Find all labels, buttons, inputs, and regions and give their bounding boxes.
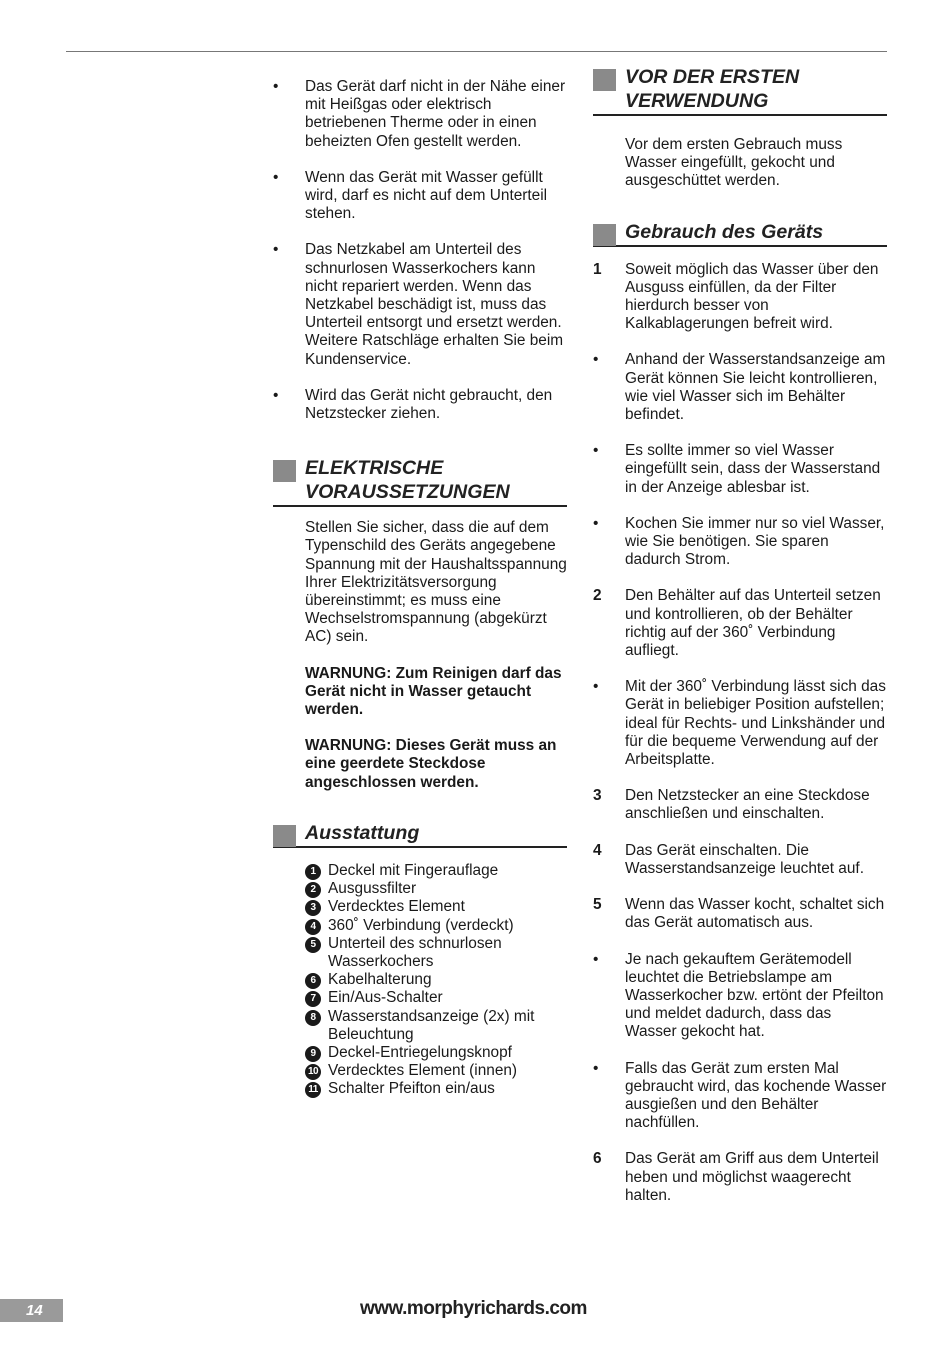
section-heading-vor-der-ersten [593,66,887,116]
section-title-line: VERWENDUNG [625,90,769,112]
list-item [593,678,887,769]
bullet-marker: • [593,514,599,532]
list-item-text: Das Gerät am Griff aus dem Unterteil heben und möglichst waagerecht halten. [625,1150,879,1204]
number-badge: 5 [305,937,321,953]
top-rule [66,51,887,52]
heading-marker-box [273,460,296,482]
feature-item [305,898,567,916]
bullet-marker: • [273,168,279,186]
page-number: 14 [0,1299,63,1322]
feature-text: Verdecktes Element (innen) [328,1062,518,1080]
list-item-text: Mit der 360˚ Verbindung lässt sich das Gerät in beliebiger Position aufstellen; ideal für Rechts- und Linkshänder und für die bequeme Verwendung auf der Arbeitsplatte. [625,678,886,769]
list-item [273,241,567,368]
bullet-marker: • [593,351,599,369]
section-heading-gebrauch [593,221,887,247]
step-number: 2 [593,587,602,605]
warning-cleaning: WARNUNG: Zum Reinigen darf das Gerät nicht in Wasser getaucht werden. [305,664,562,719]
feature-item [305,1044,567,1062]
list-item [593,1150,887,1205]
list-item [593,261,887,334]
number-badge: 7 [305,991,321,1007]
list-item-text: Den Netzstecker an eine Steckdose anschließen und einschalten. [625,787,870,823]
list-item [273,387,567,423]
list-item [273,169,567,224]
feature-text: Schalter Pfeifton ein/aus [328,1080,495,1098]
list-item [593,951,887,1042]
list-item [593,442,887,497]
feature-text: Kabelhalterung [328,971,432,989]
list-item-text: Wenn das Wasser kocht, schaltet sich das Gerät automatisch aus. [625,896,885,932]
section-title: Ausstattung [305,821,420,844]
number-badge: 8 [305,1010,321,1026]
electrical-requirements-text: Stellen Sie sicher, dass die auf dem Typenschild des Geräts angegebene Spannung mit der Haushaltsspannung Ihrer Elektrizitätsversorgung übereinstimmt; es muss eine Wechselstromspannung (abgekürzt AC) sein. [305,519,567,646]
feature-item [305,1062,567,1080]
list-item-text: Wenn das Gerät mit Wasser gefüllt wird, darf es nicht auf dem Unterteil stehen. [305,168,548,223]
heading-marker-box [273,825,296,847]
section-heading-elektrisch [273,457,567,507]
feature-text: Ausgussfilter [328,880,417,898]
number-badge: 9 [305,1046,321,1062]
section-title-line: ELEKTRISCHE [305,457,444,480]
feature-text: Deckel-Entriegelungsknopf [328,1043,512,1061]
bullet-marker: • [273,386,279,404]
list-item [593,515,887,570]
list-item-text: Soweit möglich das Wasser über den Ausguss einfüllen, da der Filter hierdurch besser von Kalkablagerungen befreit wird. [625,260,879,333]
section-heading-ausstattung [273,822,567,848]
feature-item [305,917,567,935]
first-use-text: Vor dem ersten Gebrauch muss Wasser eingefüllt, gekocht und ausgeschüttet werden. [625,136,843,190]
bullet-marker: • [273,241,279,259]
step-number: 1 [593,260,602,278]
bullet-marker: • [593,950,599,968]
bullet-marker: • [593,442,599,460]
feature-item [305,1080,567,1098]
feature-list [273,862,567,1099]
bullet-marker: • [273,78,279,95]
number-badge: 2 [305,882,321,898]
number-badge: 4 [305,919,321,935]
list-item-text: Anhand der Wasserstandsanzeige am Gerät können Sie leicht kontrollieren, wie viel Wasser sich im Behälter befindet. [625,351,886,424]
list-item-text: Das Netzkabel am Unterteil des schnurlosen Wasserkochers kann nicht repariert werden. Wenn das Netzkabel beschädigt ist, muss das Unterteil entsorgt und ersetzt werden. Weitere Ratschläge erhalten Sie beim Kundenservice. [305,241,564,368]
right-column [593,66,887,1223]
feature-text: Verdecktes Element [328,898,465,916]
number-badge: 11 [305,1082,321,1098]
list-item-text: Kochen Sie immer nur so viel Wasser, wie Sie benötigen. Sie sparen dadurch Strom. [625,514,885,569]
section-title: Gebrauch des Geräts [625,220,824,243]
heading-marker-box [593,69,616,91]
footer-website-link[interactable]: www.morphyrichards.com [360,1298,587,1319]
number-badge: 6 [305,973,321,989]
list-item [593,587,887,660]
feature-text: Unterteil des schnurlosen Wasserkochers [328,934,502,970]
feature-text: 360˚ Verbindung (verdeckt) [328,916,514,934]
bullet-marker: • [593,1059,599,1077]
list-item-text: Das Gerät einschalten. Die Wasserstandsanzeige leuchtet auf. [625,841,864,877]
section-title-line: VOR DER ERSTEN [625,66,800,88]
feature-item [305,1008,567,1044]
feature-text: Ein/Aus-Schalter [328,989,443,1007]
step-number: 3 [593,787,602,805]
feature-item [305,971,567,989]
list-item-text: Es sollte immer so viel Wasser eingefüllt sein, dass der Wasserstand in der Anzeige ablesbar ist. [625,442,881,496]
feature-item [305,880,567,898]
step-number: 4 [593,841,602,859]
section-title-line: VORAUSSETZUNGEN [305,481,510,504]
list-item [593,842,887,878]
step-number: 6 [593,1150,602,1168]
list-item [593,351,887,424]
list-item [593,787,887,823]
step-number: 5 [593,896,602,914]
number-badge: 1 [305,864,321,880]
list-item-text: Falls das Gerät zum ersten Mal gebraucht wird, das kochende Wasser ausgießen und den Behälter nachfüllen. [625,1059,887,1132]
list-item [273,78,567,151]
list-item [593,896,887,932]
feature-item [305,935,567,971]
list-item-text: Wird das Gerät nicht gebraucht, den Netzstecker ziehen. [305,386,553,423]
heading-marker-box [593,224,616,246]
list-item-text: Das Gerät darf nicht in der Nähe einer mit Heißgas oder elektrisch betriebenen Therme oder in einen beheizten Ofen gestellt werden. [305,78,566,150]
list-item [593,1060,887,1133]
list-item-text: Je nach gekauftem Gerätemodell leuchtet die Betriebslampe am Wasserkocher bzw. ertönt der Pfeilton und meldet dadurch, dass das Wasser gekocht hat. [625,950,884,1041]
feature-item [305,862,567,880]
warning-grounding: WARNUNG: Dieses Gerät muss an eine geerdete Steckdose angeschlossen werden. [305,737,557,791]
bullet-marker: • [593,678,599,696]
number-badge: 10 [305,1064,321,1080]
feature-text: Deckel mit Fingerauflage [328,861,499,879]
list-item-text: Den Behälter auf das Unterteil setzen und kontrollieren, ob der Behälter richtig auf der 360˚ Verbindung aufliegt. [625,587,881,660]
feature-text: Wasserstandsanzeige (2x) mit Beleuchtung [328,1007,535,1043]
left-column [273,78,567,1099]
feature-item [305,989,567,1007]
number-badge: 3 [305,900,321,916]
